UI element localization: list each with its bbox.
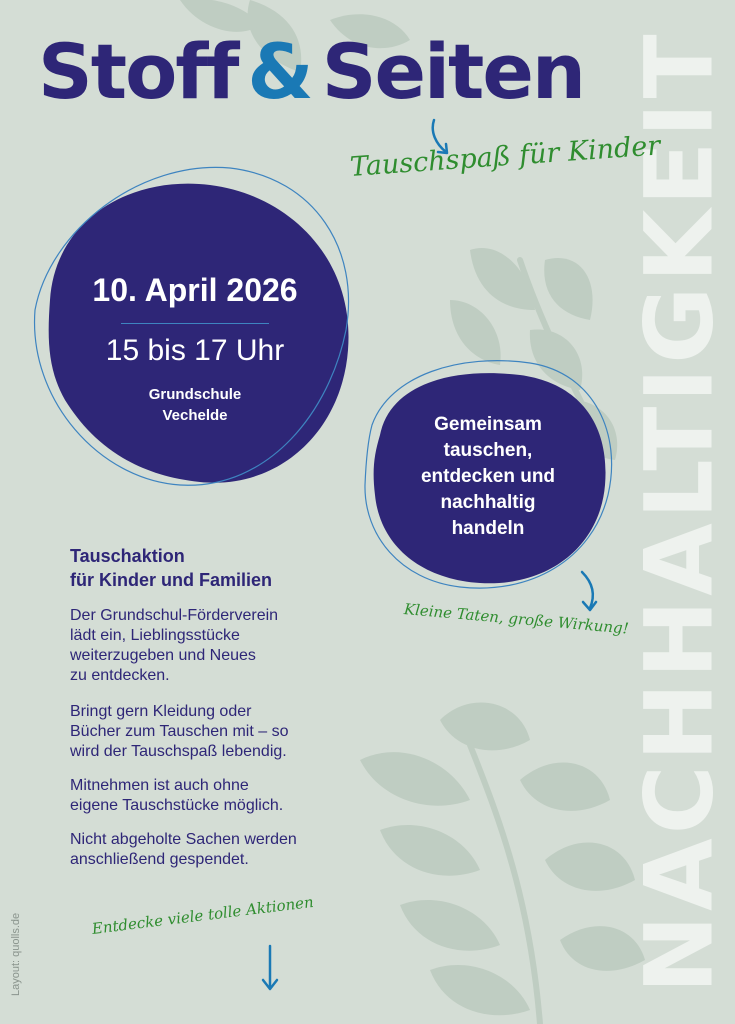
- tagline: Tauschspaß für Kinder: [348, 130, 662, 183]
- motto-text: Gemeinsam tauschen, entdecken und nachhaltig handeln: [420, 414, 556, 539]
- title-ampersand: &: [247, 27, 312, 116]
- vertical-background-word: NACHHALTIGKEIT: [625, 30, 735, 994]
- event-place: Grundschule Vechelde: [148, 386, 242, 424]
- info-paragraph-4: Nicht abgeholte Sachen werden anschließend gespendet.: [70, 831, 297, 868]
- layout-credit: Layout: quolls.de: [10, 912, 22, 996]
- info-paragraph-1: Der Grundschul-Förderverein lädt ein, Lieblingsstücke weiterzugeben und Neues zu entdecken.: [70, 607, 279, 684]
- arrow-down-icon: [574, 570, 602, 616]
- arrow-down-icon: [258, 944, 282, 994]
- info-paragraph-2: Bringt gern Kleidung oder Bücher zum Tauschen mit – so wird der Tauschspaß lebendig.: [70, 703, 289, 760]
- title-word-2: Seiten: [321, 27, 585, 116]
- event-date: 10. April 2026: [92, 272, 298, 308]
- note-bottom: Entdecke viele tolle Aktionen: [90, 892, 315, 938]
- note-right: Kleine Taten, große Wirkung!: [403, 600, 630, 638]
- divider: [121, 323, 269, 324]
- info-paragraph-3: Mitnehmen ist auch ohne eigene Tauschstücke möglich.: [70, 777, 284, 814]
- poster-title: [38, 27, 698, 116]
- info-heading: Tauschaktion für Kinder und Familien: [70, 546, 273, 590]
- title-word-1: Stoff: [38, 27, 238, 116]
- event-time: 15 bis 17 Uhr: [105, 334, 285, 367]
- event-info: [50, 272, 340, 426]
